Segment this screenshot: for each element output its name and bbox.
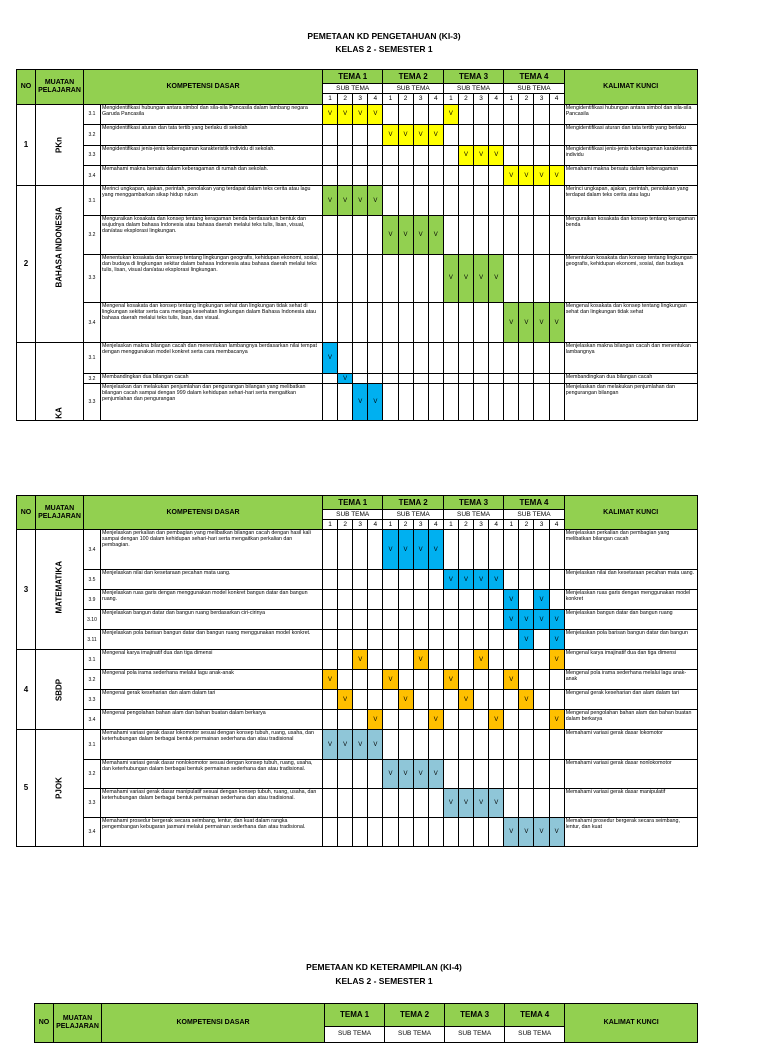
- check-mark: V: [323, 670, 338, 690]
- check-mark: V: [474, 145, 489, 165]
- check-mark: V: [489, 789, 504, 818]
- kd-text: Mengenal kosakata dan konsep tentang lingkungan sehat dan lingkungan tidak sehat di lingkungan sekitar serta cara menjaga kesehatan lingkungan dalam Bahasa Indonesia atau bahasa daerah melalui teks tulis, lisan, dan visual.: [101, 302, 323, 343]
- check-mark: V: [338, 104, 353, 124]
- check-mark: V: [353, 730, 368, 760]
- row-number: 3: [17, 530, 36, 650]
- subtema-number: 4: [489, 520, 504, 530]
- check-mark: V: [504, 670, 519, 690]
- subtema-number: 3: [474, 94, 489, 104]
- kd-number: 3.2: [84, 670, 101, 690]
- kd-number: 3.3: [84, 384, 101, 421]
- check-mark: V: [549, 610, 564, 630]
- check-mark: V: [353, 104, 368, 124]
- check-mark: V: [428, 760, 443, 789]
- check-mark: V: [323, 104, 338, 124]
- header-kalimat-kunci: KALIMAT KUNCI: [564, 496, 697, 530]
- header-subtema: SUB TEMA: [504, 84, 564, 94]
- check-mark: V: [353, 384, 368, 421]
- subtema-number: 2: [458, 520, 473, 530]
- header-no: NO: [17, 70, 36, 105]
- subtema-number: 1: [323, 94, 338, 104]
- check-mark: V: [443, 104, 458, 124]
- check-mark: V: [398, 215, 413, 254]
- check-mark: V: [368, 104, 383, 124]
- subtema-number: 1: [443, 520, 458, 530]
- check-mark: V: [398, 690, 413, 710]
- kd-text: Mengidentifikasi jenis-jenis keberagaman karakteristik individu di sekolah.: [101, 145, 323, 165]
- subtema-number: 1: [383, 520, 398, 530]
- kalimat-kunci: Mengidentifikasi aturan dan tata tertib yang berlaku: [564, 125, 697, 145]
- header-tema-4: TEMA 4: [504, 496, 564, 510]
- check-mark: V: [428, 710, 443, 730]
- subtema-number: 3: [353, 94, 368, 104]
- check-mark: V: [474, 254, 489, 302]
- header-tema-1: TEMA 1: [323, 70, 383, 84]
- kd-number: 3.4: [84, 530, 101, 570]
- kd-text: Menguraikan kosakata dan konsep tentang keragaman benda berdasarkan bentuk dan wujudnya dalam bahasa Indonesia atau bahasa daerah melalui teks tulis, lisan, visual, dan/atau eksplorasi lingkungan.: [101, 215, 323, 254]
- header-tema-2: TEMA 2: [385, 1004, 445, 1027]
- check-mark: V: [443, 570, 458, 590]
- kalimat-kunci: Memahami makna bersatu dalam keberagaman: [564, 165, 697, 185]
- kalimat-kunci: Mengenal pola irama sederhana melalui lagu anak-anak: [564, 670, 697, 690]
- row-number: 1: [17, 104, 36, 186]
- page-title: PEMETAAN KD PENGETAHUAN (KI-3): [307, 31, 461, 41]
- page-subtitle-keterampilan: KELAS 2 - SEMESTER 1: [335, 976, 433, 986]
- subtema-number: 4: [489, 94, 504, 104]
- check-mark: V: [519, 165, 534, 185]
- header-subtema: SUB TEMA: [505, 1026, 565, 1042]
- kd-number: 3.11: [84, 630, 101, 650]
- check-mark: V: [504, 818, 519, 847]
- kd-number: 3.1: [84, 186, 101, 216]
- kd-number: 3.9: [84, 590, 101, 610]
- kd-text: Menjelaskan dan melakukan penjumlahan dan pengurangan bilangan yang melibatkan bilangan cacah sampai dengan 999 dalam kehidupan sehari-hari serta mengaitkan penjumlahan dan pengurangan: [101, 384, 323, 421]
- kd-text: Memahami prosedur bergerak secara seimbang, lentur, dan kuat dalam rangka pengembangan kebugaran jasmani melalui permainan sederhana dan atau tradisional.: [101, 818, 323, 847]
- subtema-number: 4: [428, 520, 443, 530]
- kd-text: Mengenal pola irama sederhana melalui lagu anak-anak: [101, 670, 323, 690]
- header-subtema: SUB TEMA: [383, 510, 443, 520]
- check-mark: V: [474, 789, 489, 818]
- check-mark: V: [489, 570, 504, 590]
- header-subtema: SUB TEMA: [323, 510, 383, 520]
- kd-number: 3.2: [84, 125, 101, 145]
- kalimat-kunci: Mengidentifikasi jenis-jenis keberagaman karakteristik individu: [564, 145, 697, 165]
- kalimat-kunci: Menjelaskan perkalian dan pembagian yang melibatkan bilangan cacah: [564, 530, 697, 570]
- subtema-number: 2: [338, 520, 353, 530]
- row-number: 4: [17, 650, 36, 730]
- check-mark: V: [368, 384, 383, 421]
- kd-number: 3.4: [84, 710, 101, 730]
- subtema-number: 1: [323, 520, 338, 530]
- kd-number: 3.2: [84, 760, 101, 789]
- check-mark: V: [413, 760, 428, 789]
- kd-number: 3.2: [84, 374, 101, 384]
- subtema-number: 4: [368, 520, 383, 530]
- kd-number: 3.4: [84, 165, 101, 185]
- kalimat-kunci: Mengenal kosakata dan konsep tentang lingkungan sehat dan lingkungan tidak sehat: [564, 302, 697, 343]
- kalimat-kunci: Menentukan kosakata dan konsep tentang lingkungan geografis, kehidupan ekonomi, sosial, dan budaya: [564, 254, 697, 302]
- kd-text: Memahami variasi gerak dasar lokomotor sesuai dengan konsep tubuh, ruang, usaha, dan keterhubungan dalam berbagai bentuk permainan sederhana dan atau tradisional: [101, 730, 323, 760]
- kd-text: Menjelaskan perkalian dan pembagian yang melibatkan bilangan cacah dengan hasil kali sampai dengan 100 dalam kehidupan sehari-hari serta mengaitkan perkalian dan pembagian.: [101, 530, 323, 570]
- check-mark: V: [413, 530, 428, 570]
- kalimat-kunci: Memahami variasi gerak dasar lokomotor: [564, 730, 697, 760]
- subtema-number: 3: [413, 520, 428, 530]
- header-subtema: SUB TEMA: [385, 1026, 445, 1042]
- check-mark: V: [398, 125, 413, 145]
- kd-text: Menjelaskan pola barisan bangun datar dan bangun ruang menggunakan model konkret.: [101, 630, 323, 650]
- kalimat-kunci: Menjelaskan makna bilangan cacah dan menentukan lambangnya: [564, 343, 697, 374]
- kd-text: Memahami makna bersatu dalam keberagaman di rumah dan sekolah.: [101, 165, 323, 185]
- kalimat-kunci: Mengenal karya imajinatif dua dan tiga dimensi: [564, 650, 697, 670]
- header-subtema: SUB TEMA: [504, 510, 564, 520]
- header-tema-4: TEMA 4: [505, 1004, 565, 1027]
- check-mark: V: [489, 145, 504, 165]
- kd-table-1: [16, 69, 698, 421]
- kalimat-kunci: Mengenal gerak keseharian dan alam dalam tari: [564, 690, 697, 710]
- check-mark: V: [443, 670, 458, 690]
- kd-text: Menjelaskan ruas garis dengan menggunakan model konkret bangun datar dan bangun ruang.: [101, 590, 323, 610]
- check-mark: V: [383, 530, 398, 570]
- check-mark: V: [549, 710, 564, 730]
- kd-number: 3.2: [84, 215, 101, 254]
- header-muatan: MUATAN PELAJARAN: [54, 1004, 102, 1043]
- kd-number: 3.5: [84, 570, 101, 590]
- subject-label: PKn: [36, 104, 84, 186]
- kd-text: Mengidentifikasi hubungan antara simbol dan sila-sila Pancasila dalam lambang negara Garuda Pancasila: [101, 104, 323, 124]
- page-title-keterampilan: PEMETAAN KD KETERAMPILAN (KI-4): [306, 962, 462, 972]
- kd-text: Membandingkan dua bilangan cacah: [101, 374, 323, 384]
- check-mark: V: [338, 374, 353, 384]
- kd-text: Memahami variasi gerak dasar manipulatif sesuai dengan konsep tubuh, ruang, usaha, dan keterhubungan dalam berbagai bentuk permainan sederhana dan atau tradisional.: [101, 789, 323, 818]
- subtema-number: 2: [458, 94, 473, 104]
- subtema-number: 2: [338, 94, 353, 104]
- kd-text: Mengenal gerak keseharian dan alam dalam tari: [101, 690, 323, 710]
- kalimat-kunci: Menjelaskan nilai dan kesetaraan pecahan mata uang.: [564, 570, 697, 590]
- check-mark: V: [474, 570, 489, 590]
- check-mark: V: [368, 186, 383, 216]
- subtema-number: 3: [413, 94, 428, 104]
- check-mark: V: [504, 165, 519, 185]
- subject-label: KA: [36, 343, 84, 421]
- header-muatan: MUATAN PELAJARAN: [36, 70, 84, 105]
- check-mark: V: [383, 760, 398, 789]
- header-subtema: SUB TEMA: [445, 1026, 505, 1042]
- subtema-number: 3: [353, 520, 368, 530]
- kd-number: 3.4: [84, 818, 101, 847]
- header-subtema: SUB TEMA: [443, 510, 503, 520]
- check-mark: V: [338, 690, 353, 710]
- kd-text: Menjelaskan makna bilangan cacah dan menentukan lambangnya berdasarkan nilai tempat dengan menggunakan model konkret serta cara membacanya: [101, 343, 323, 374]
- check-mark: V: [534, 610, 549, 630]
- header-muatan: MUATAN PELAJARAN: [36, 496, 84, 530]
- check-mark: V: [413, 215, 428, 254]
- header-tema-3: TEMA 3: [445, 1004, 505, 1027]
- check-mark: V: [534, 590, 549, 610]
- kd-text: Mengenal pengolahan bahan alam dan bahan buatan dalam berkarya: [101, 710, 323, 730]
- subtema-number: 4: [549, 94, 564, 104]
- kd-number: 3.1: [84, 104, 101, 124]
- kd-table-2: [16, 495, 698, 847]
- header-subtema: SUB TEMA: [383, 84, 443, 94]
- check-mark: V: [474, 650, 489, 670]
- kd-text: Menjelaskan nilai dan kesetaraan pecahan mata uang.: [101, 570, 323, 590]
- check-mark: V: [323, 730, 338, 760]
- row-number: 2: [17, 186, 36, 343]
- kalimat-kunci: Memahami variasi gerak dasar nonlokomotor: [564, 760, 697, 789]
- kalimat-kunci: Memahami variasi gerak dasar manipulatif: [564, 789, 697, 818]
- subject-label: MATEMATIKA: [36, 530, 84, 650]
- check-mark: V: [338, 730, 353, 760]
- check-mark: V: [504, 590, 519, 610]
- subtema-number: 4: [549, 520, 564, 530]
- check-mark: V: [489, 710, 504, 730]
- header-subtema: SUB TEMA: [325, 1026, 385, 1042]
- check-mark: V: [534, 302, 549, 343]
- check-mark: V: [519, 610, 534, 630]
- check-mark: V: [353, 650, 368, 670]
- check-mark: V: [398, 530, 413, 570]
- kd-number: 3.3: [84, 254, 101, 302]
- header-kalimat-kunci: KALIMAT KUNCI: [564, 70, 697, 105]
- check-mark: V: [458, 789, 473, 818]
- kalimat-kunci: Menjelaskan ruas garis dengan menggunakan model konkret: [564, 590, 697, 610]
- header-tema-2: TEMA 2: [383, 496, 443, 510]
- kd-text: Mengidentifikasi aturan dan tata tertib yang berlaku di sekolah: [101, 125, 323, 145]
- row-number: 5: [17, 730, 36, 847]
- kd-number: 3.4: [84, 302, 101, 343]
- check-mark: V: [504, 302, 519, 343]
- check-mark: V: [428, 530, 443, 570]
- page-subtitle: KELAS 2 - SEMESTER 1: [335, 44, 433, 54]
- kalimat-kunci: Mengenal pengolahan bahan alam dan bahan buatan dalam berkarya: [564, 710, 697, 730]
- subtema-number: 2: [519, 94, 534, 104]
- check-mark: V: [519, 630, 534, 650]
- kalimat-kunci: Menjelaskan dan melakukan penjumlahan dan pengurangan bilangan: [564, 384, 697, 421]
- check-mark: V: [549, 818, 564, 847]
- check-mark: V: [458, 570, 473, 590]
- check-mark: V: [549, 165, 564, 185]
- check-mark: V: [504, 610, 519, 630]
- subtema-number: 4: [368, 94, 383, 104]
- check-mark: V: [549, 650, 564, 670]
- check-mark: V: [489, 254, 504, 302]
- check-mark: V: [443, 254, 458, 302]
- check-mark: V: [443, 789, 458, 818]
- check-mark: V: [519, 690, 534, 710]
- check-mark: V: [323, 343, 338, 374]
- check-mark: V: [353, 186, 368, 216]
- check-mark: V: [323, 186, 338, 216]
- check-mark: V: [398, 760, 413, 789]
- subtema-number: 1: [504, 94, 519, 104]
- kd-number: 3.10: [84, 610, 101, 630]
- subtema-number: 1: [443, 94, 458, 104]
- check-mark: V: [338, 186, 353, 216]
- subtema-number: 2: [398, 94, 413, 104]
- subject-label: BAHASA INDONESIA: [36, 186, 84, 343]
- check-mark: V: [428, 125, 443, 145]
- check-mark: V: [458, 145, 473, 165]
- kd-number: 3.3: [84, 145, 101, 165]
- check-mark: V: [519, 302, 534, 343]
- check-mark: V: [383, 670, 398, 690]
- check-mark: V: [383, 215, 398, 254]
- kalimat-kunci: Membandingkan dua bilangan cacah: [564, 374, 697, 384]
- kd-text: Mengenal karya imajinatif dua dan tiga dimensi: [101, 650, 323, 670]
- kalimat-kunci: Merinci ungkapan, ajakan, perintah, penolakan yang terdapat dalam teks cerita atau lagu: [564, 186, 697, 216]
- header-subtema: SUB TEMA: [443, 84, 503, 94]
- subtema-number: 1: [383, 94, 398, 104]
- check-mark: V: [383, 125, 398, 145]
- kd-text: Menentukan kosakata dan konsep tentang lingkungan geografis, kehidupan ekonomi, sosial, dan budaya di lingkungan sekitar dalam bahasa Indonesia atau bahasa daerah melalui teks tulis, lisan, visual dan/atau eksplorasi lingkungan.: [101, 254, 323, 302]
- header-tema-2: TEMA 2: [383, 70, 443, 84]
- kalimat-kunci: Menguraikan kosakata dan konsep tentang keragaman benda: [564, 215, 697, 254]
- header-kompetensi: KOMPETENSI DASAR: [84, 496, 323, 530]
- header-kompetensi: KOMPETENSI DASAR: [84, 70, 323, 105]
- kd-number: 3.1: [84, 650, 101, 670]
- header-subtema: SUB TEMA: [323, 84, 383, 94]
- kd-number: 3.3: [84, 690, 101, 710]
- header-no: NO: [17, 496, 36, 530]
- header-no: NO: [35, 1004, 54, 1043]
- check-mark: V: [413, 650, 428, 670]
- check-mark: V: [428, 215, 443, 254]
- check-mark: V: [368, 710, 383, 730]
- subtema-number: 1: [504, 520, 519, 530]
- subtema-number: 2: [519, 520, 534, 530]
- header-tema-4: TEMA 4: [504, 70, 564, 84]
- header-tema-3: TEMA 3: [443, 70, 503, 84]
- kd-text: Merinci ungkapan, ajakan, perintah, penolakan yang terdapat dalam teks cerita atau lagu yang menggambarkan sikap hidup rukun: [101, 186, 323, 216]
- check-mark: V: [534, 818, 549, 847]
- check-mark: V: [549, 630, 564, 650]
- kd-number: 3.1: [84, 730, 101, 760]
- subtema-number: 2: [398, 520, 413, 530]
- subject-label: SBDP: [36, 650, 84, 730]
- kalimat-kunci: Memahami prosedur bergerak secara seimbang, lentur, dan kuat: [564, 818, 697, 847]
- header-kompetensi: KOMPETENSI DASAR: [102, 1004, 325, 1043]
- header-tema-1: TEMA 1: [325, 1004, 385, 1027]
- kalimat-kunci: Menjelaskan pola barisan bangun datar dan bangun: [564, 630, 697, 650]
- kalimat-kunci: Mengidentifikasi hubungan antara simbol dan sila-sila Pancasila: [564, 104, 697, 124]
- subtema-number: 3: [474, 520, 489, 530]
- subtema-number: 3: [534, 520, 549, 530]
- kd-text: Menjelaskan bangun datar dan bangun ruang berdasarkan ciri-cirinya: [101, 610, 323, 630]
- kalimat-kunci: Menjelaskan bangun datar dan bangun ruang: [564, 610, 697, 630]
- check-mark: V: [458, 254, 473, 302]
- kd-text: Memahami variasi gerak dasar nonlokomotor sesuai dengan konsep tubuh, ruang, usaha, dan keterhubungan dalam berbagai bentuk permainan sederhana dan atau tradisional.: [101, 760, 323, 789]
- check-mark: V: [368, 730, 383, 760]
- subtema-number: 4: [428, 94, 443, 104]
- header-kalimat-kunci: KALIMAT KUNCI: [565, 1004, 698, 1043]
- header-tema-1: TEMA 1: [323, 496, 383, 510]
- check-mark: V: [519, 818, 534, 847]
- subject-label: PJOK: [36, 730, 84, 847]
- kd-table-3: [34, 1003, 698, 1043]
- kd-number: 3.3: [84, 789, 101, 818]
- check-mark: V: [534, 165, 549, 185]
- check-mark: V: [413, 125, 428, 145]
- check-mark: V: [549, 302, 564, 343]
- kd-number: 3.1: [84, 343, 101, 374]
- subtema-number: 3: [534, 94, 549, 104]
- header-tema-3: TEMA 3: [443, 496, 503, 510]
- check-mark: V: [458, 690, 473, 710]
